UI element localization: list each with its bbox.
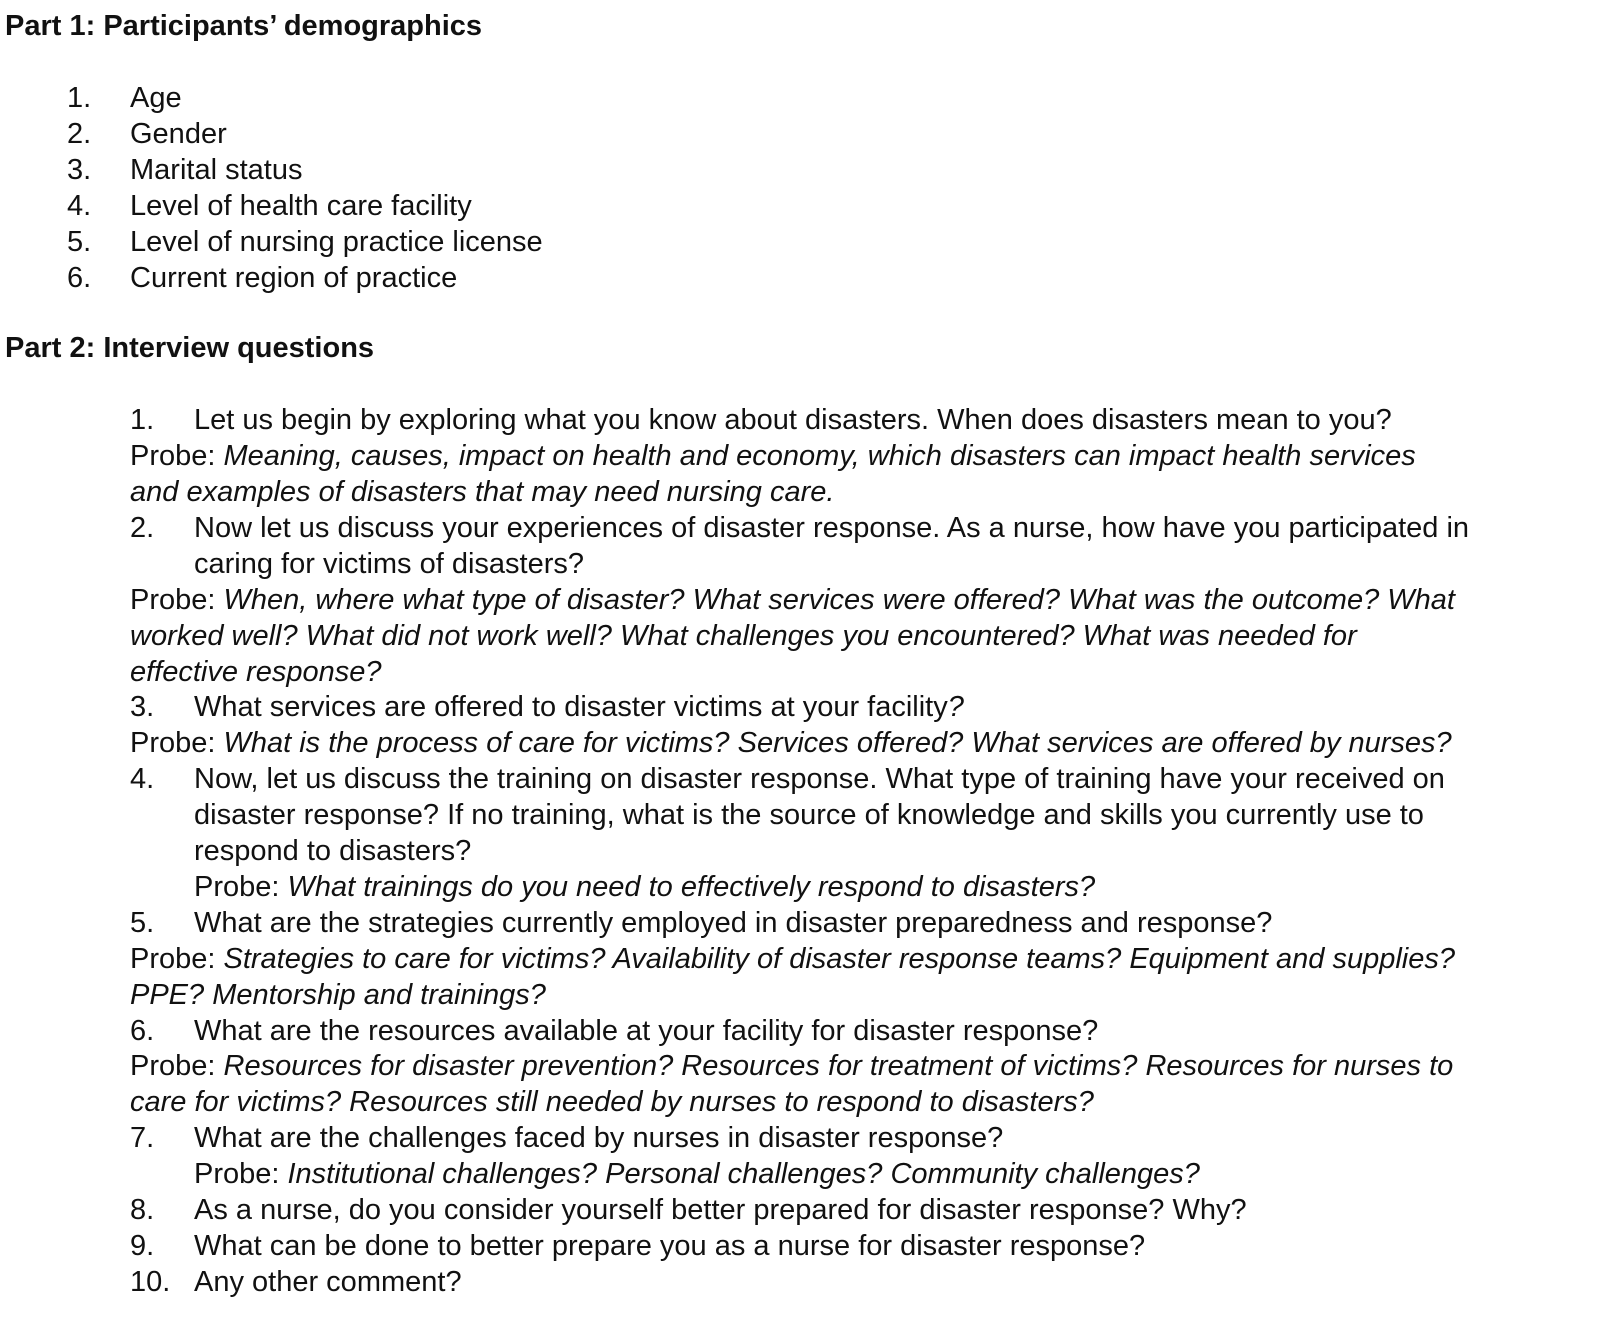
question-mark: ? (947, 691, 964, 723)
probe-label: Probe: (130, 943, 224, 975)
item-text: Gender (130, 118, 227, 150)
question-text: What are the strategies currently employed in disaster preparedness and response? (194, 907, 1273, 939)
item-number: 3. (67, 154, 92, 186)
item-number: 1. (67, 82, 92, 114)
item-number: 4. (67, 190, 92, 222)
probe-4 (194, 869, 1095, 905)
question-text: Now, let us discuss the training on disaster response. What type of training have your received on (194, 763, 1445, 795)
question-number: 3. (130, 691, 155, 723)
item-text: Marital status (130, 154, 303, 186)
item-number: 5. (67, 226, 92, 258)
probe-label: Probe: (194, 1158, 288, 1190)
question-text: As a nurse, do you consider yourself better prepared for disaster response? Why? (194, 1194, 1247, 1226)
question-number: 5. (130, 907, 155, 939)
probe-text-line: PPE? Mentorship and trainings? (130, 979, 546, 1011)
question-number: 9. (130, 1230, 155, 1262)
probe-2 (130, 582, 1455, 618)
probe-text: What is the process of care for victims? Services offered? What services are offered by nurses? (223, 727, 1452, 759)
question-text-line: respond to disasters? (194, 835, 472, 867)
probe-text-line: effective response? (130, 656, 382, 688)
question-number: 8. (130, 1194, 155, 1226)
probe-text: Meaning, causes, impact on health and economy, which disasters can impact health services (223, 440, 1416, 472)
item-number: 2. (67, 118, 92, 150)
probe-text: Institutional challenges? Personal challenges? Community challenges? (287, 1158, 1200, 1190)
probe-7 (194, 1156, 1200, 1192)
question-text: Any other comment? (194, 1266, 462, 1298)
question-number: 4. (130, 763, 155, 795)
probe-text-line: and examples of disasters that may need nursing care. (130, 476, 835, 508)
question-text-line: caring for victims of disasters? (194, 548, 585, 580)
probe-5 (130, 941, 1455, 977)
question-number: 2. (130, 512, 155, 544)
probe-label: Probe: (130, 584, 224, 616)
question-text-line: disaster response? If no training, what is the source of knowledge and skills you currently use to (194, 799, 1424, 831)
part1-heading: Part 1: Participants’ demographics (5, 10, 483, 42)
probe-label: Probe: (130, 1050, 224, 1082)
question-text: Now let us discuss your experiences of disaster response. As a nurse, how have you participated in (194, 512, 1470, 544)
probe-text: Strategies to care for victims? Availability of disaster response teams? Equipment and supplies? (223, 943, 1456, 975)
item-text: Level of health care facility (130, 190, 472, 222)
question-number: 1. (130, 404, 155, 436)
probe-1 (130, 438, 1416, 474)
probe-text: What trainings do you need to effectively respond to disasters? (287, 871, 1096, 903)
probe-label: Probe: (130, 727, 224, 759)
probe-text: Resources for disaster prevention? Resources for treatment of victims? Resources for nurses to (223, 1050, 1454, 1082)
question-number: 10. (130, 1266, 171, 1298)
item-text: Age (130, 82, 182, 114)
probe-6 (130, 1048, 1453, 1084)
question-text: Let us begin by exploring what you know about disasters. When does disasters mean to you? (194, 404, 1392, 436)
question-text: What are the challenges faced by nurses in disaster response? (194, 1122, 1004, 1154)
probe-text-line: care for victims? Resources still needed by nurses to respond to disasters? (130, 1086, 1094, 1118)
probe-label: Probe: (130, 440, 224, 472)
probe-3 (130, 725, 1452, 761)
item-number: 6. (67, 262, 92, 294)
probe-text: When, where what type of disaster? What services were offered? What was the outcome? What (223, 584, 1455, 616)
question-number: 7. (130, 1122, 155, 1154)
probe-text-line: worked well? What did not work well? What challenges you encountered? What was needed for (130, 620, 1357, 652)
probe-label: Probe: (194, 871, 288, 903)
part2-heading: Part 2: Interview questions (5, 332, 375, 364)
question-number: 6. (130, 1015, 155, 1047)
question-text: What services are offered to disaster victims at your facility (194, 691, 948, 723)
question-text: What are the resources available at your facility for disaster response? (194, 1015, 1099, 1047)
item-text: Level of nursing practice license (130, 226, 543, 258)
item-text: Current region of practice (130, 262, 458, 294)
question-text: What can be done to better prepare you as a nurse for disaster response? (194, 1230, 1146, 1262)
